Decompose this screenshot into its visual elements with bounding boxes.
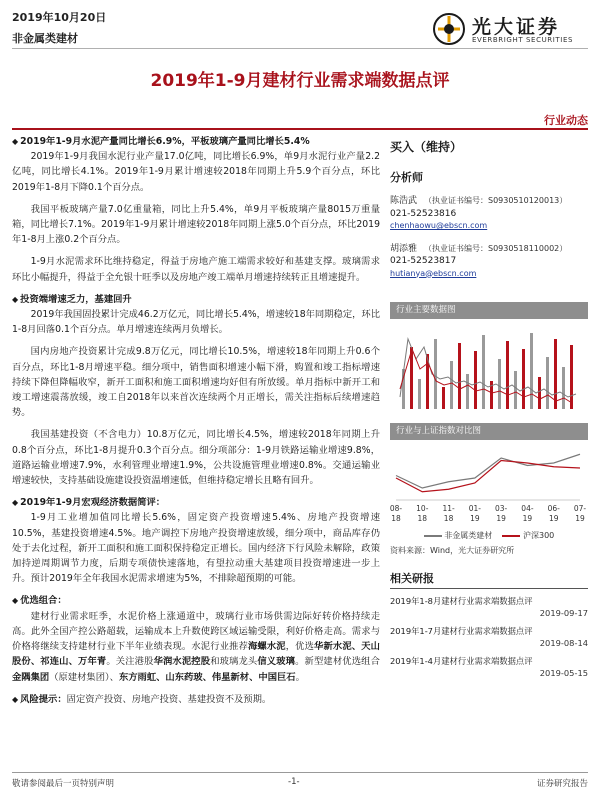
paragraph-cement: 2019年1-9月我国水泥行业产量17.0亿吨，同比增长6.9%，单9月水泥行业产量2.2亿吨，同比增长4.1%。2019年1-9月累计增速较2018年同期上升5.9个百分点，环比2019年1-8月下降0.1个百分点。 — [12, 151, 380, 193]
diamond-bullet-icon: ◆ — [12, 294, 19, 304]
footer-divider — [12, 772, 588, 773]
x-tick-label: 19 — [575, 514, 585, 523]
diamond-bullet-icon: ◆ — [12, 137, 19, 146]
stock-highlight: 华新水泥、天山股份、祁连山、万年青 — [12, 641, 380, 668]
diamond-bullet-icon: ◆ — [12, 694, 19, 704]
page-number: -1- — [288, 777, 300, 787]
industry-bar — [514, 371, 517, 409]
category-divider — [12, 128, 588, 130]
diamond-bullet-icon: ◆ — [12, 498, 19, 508]
x-tick-label: 08- — [390, 504, 403, 513]
industry-data-chart-svg — [390, 319, 588, 415]
stock-highlight: 东方雨虹、山东药玻、伟星新材、中国巨石 — [118, 671, 296, 683]
analyst-name: 胡添雅 — [390, 243, 418, 254]
related-report-item[interactable] — [390, 595, 588, 619]
paragraph-portfolio: 建材行业需求旺季，水泥价格上涨通道中，玻璃行业市场供需边际好转价格持续走高。此外全国产控公路超载，运输成本上升数使跨区域运输受限，利好价格走高。需求与价格将继续支持建材行业下半年业绩表现。水泥行业推荐海螺水泥，优选华新水泥、天山股份、祁连山、万年青。关注港股华润水泥控股和玻璃龙头信义玻璃。新型建材优选组合金隅集团（原建材集团）、东方雨虹、山东药玻、伟星新材、中国巨石。 — [12, 610, 380, 683]
stock-highlight: 海螺水泥 — [247, 641, 286, 653]
investment-rating: 买入（维持） — [390, 140, 463, 154]
industry-bar — [418, 379, 421, 409]
legend-swatch-industry — [424, 535, 442, 537]
analyst-phone: 021-52523816 — [390, 208, 457, 219]
x-tick-label: 18 — [391, 514, 401, 523]
x-tick-label: 01- — [468, 504, 481, 513]
analyst-license: （执业证书编号：S0930518110002） — [424, 243, 568, 253]
footer-disclaimer: 敬请参阅最后一页特别声明 — [12, 779, 115, 789]
analyst-license: （执业证书编号：S0930510120013） — [424, 196, 568, 205]
industry-bar — [530, 333, 533, 409]
x-tick-label: 18 — [443, 514, 454, 523]
chart-legend — [390, 530, 588, 541]
industry-bar — [570, 345, 573, 409]
paragraph-fixed-investment: 2019年我国固投累计完成46.2万亿元，同比增长5.4%，增速较18年同期稳定，环比1-8月回落0.1个百分点。单月增速连续两月负增长。 — [12, 309, 381, 336]
main-content — [12, 134, 380, 707]
index-compare-chart — [390, 440, 588, 528]
industry-data-chart — [390, 319, 588, 415]
industry-bar — [546, 357, 549, 409]
x-tick-label: 07- — [573, 504, 587, 513]
x-tick-label: 19 — [470, 514, 480, 523]
chart-label-industry-data: 行业主要数据图 — [390, 302, 588, 319]
footer-report-type: 证券研究报告 — [536, 779, 588, 789]
stock-highlight: 金隅集团 — [12, 671, 50, 683]
x-tick-label: 06- — [547, 504, 560, 513]
section-heading-portfolio: ◆ 优选组合： — [12, 595, 67, 607]
section-heading-investment: ◆ 投资端增速乏力，基建回升 — [12, 293, 132, 305]
stock-highlight: 华润水泥控股 — [153, 656, 211, 668]
analyst-email-link[interactable]: hutianya@ebscn.com — [390, 268, 477, 278]
analyst-email-link[interactable]: chenhaowu@ebscn.com — [390, 221, 488, 230]
paragraph-glass: 我国平板玻璃产量7.0亿重量箱，同比上升5.4%，单9月平板玻璃产量8015万重量箱，同比增长7.1%。2019年1-9月累计增速较2018年同期上涨5.0个百分点，环比2019年1-8月上涨0.2个百分点。 — [12, 203, 380, 246]
industry-bar — [450, 361, 453, 409]
industry-bar — [466, 374, 469, 409]
legend-label-industry: 非金属类建材 — [444, 531, 493, 540]
related-report-date: 2019-08-14 — [539, 638, 588, 648]
x-tick-label: 19 — [522, 514, 533, 523]
analyst-card — [390, 195, 588, 233]
related-report-title: 2019年1-8月建材行业需求端数据点评 — [390, 596, 533, 606]
related-report-title: 2019年1-4月建材行业需求端数据点评 — [390, 656, 533, 666]
industry-bar — [410, 347, 413, 409]
paragraph-macro: 1-9月工业增加值同比增长5.6%，固定资产投资增速5.4%、房地产投资增速10.5%，基建投资增速4.5%。地产调控下房地产投资增速放缓，细分项中，商品库存仍处于去化过程，新开工面积和施工面积保持稳定正增长。国内经济下行风险未解除，政策加持逆周期调节力度，后期专项债快速落地，有望拉动重大基建项目投资增速进一步上升。预计2019年全年我国水泥需求增速为5%，不排除超预期的可能。 — [12, 512, 380, 585]
industry-bar — [442, 387, 445, 409]
industry-bar — [498, 359, 501, 409]
industry-bar — [562, 367, 565, 409]
analyst-phone: 021-52523817 — [390, 256, 457, 266]
section-heading-production: ◆ 2019年1-9月水泥产量同比增长6.9%，平板玻璃产量同比增长5.4% — [12, 136, 310, 147]
risk-warning: ◆ 风险提示：固定资产投资、房地产投资、基建投资不及预期。 — [12, 693, 272, 705]
industry-bar — [474, 351, 477, 409]
logo-mark-icon — [432, 12, 466, 46]
x-tick-label: 04- — [521, 504, 534, 513]
paragraph-demand: 1-9月水泥需求环比维持稳定，得益于房地产施工端需求较好和基建支撑。玻璃需求环比小幅提升，得益于全允银十旺季以及房地产竣工端单月增速持续转正且增速提升。 — [12, 256, 380, 283]
report-title: 2019年1-9月建材行业需求端数据点评 — [150, 71, 450, 91]
paragraph-real-estate: 国内房地产投资累计完成9.8万亿元，同比增长10.5%，增速较18年同期上升0.6个百分点，环比1-8月增速平稳。细分项中，销售面积增速小幅下滑，购置和竣工指标增速持续下降但降幅收窄，新开工面积和施工面积增速均好但有所放缓。单月指标中新开工和竣工增速震荡放缓，竣工自2018年以来首次连续两个月正增长，需关注指标后续增速趋势。 — [12, 346, 380, 419]
report-date: 2019年10月20日 — [12, 11, 107, 24]
paragraph-infrastructure: 我国基建投资（不含电力）10.8万亿元，同比增长4.5%，增速较2018年同期上升0.8个百分点，环比1-8月提升0.3个百分点。细分项部分：1-9月铁路运输业增速9.8%，道路运输业增速7.9%，水利管理业增速1.9%，公共设施管理业增速0.8%。交通运输业增速较快，支持基础设施建设投资温增速低，但维持稳定增长且略有回升。 — [12, 429, 380, 487]
x-tick-label: 19 — [548, 514, 559, 523]
legend-label-hs300: 沪深300 — [522, 531, 555, 540]
report-category: 行业动态 — [544, 114, 588, 127]
sidebar — [390, 134, 588, 679]
x-tick-label: 10- — [416, 504, 429, 513]
chart-source: 资料来源：Wind，光大证券研究所 — [390, 546, 515, 555]
legend-swatch-hs300 — [502, 535, 520, 537]
index-compare-chart-svg — [390, 440, 588, 528]
industry-bar — [506, 341, 509, 409]
analyst-card — [390, 243, 588, 281]
sector-name: 非金属类建材 — [12, 32, 78, 45]
related-report-title: 2019年1-7月建材行业需求端数据点评 — [390, 626, 533, 636]
industry-bar — [554, 339, 557, 409]
chart-label-index-compare: 行业与上证指数对比图 — [390, 423, 588, 440]
related-report-item[interactable] — [390, 625, 588, 649]
header-divider — [12, 48, 588, 49]
related-report-item[interactable] — [390, 655, 588, 679]
stock-highlight: 信义玻璃 — [257, 656, 296, 668]
x-tick-label: 11- — [442, 504, 455, 513]
related-reports-heading: 相关研报 — [390, 570, 588, 589]
x-tick-label: 18 — [417, 514, 428, 523]
industry-bar — [522, 349, 525, 409]
logo-text-cn: 光大证券 — [472, 16, 561, 38]
x-tick-label: 19 — [496, 514, 506, 523]
related-report-date: 2019-05-15 — [539, 668, 588, 678]
logo-text-en: EVERBRIGHT SECURITIES — [472, 36, 574, 44]
industry-bar — [482, 335, 485, 409]
diamond-bullet-icon: ◆ — [12, 596, 19, 606]
x-tick-label: 03- — [495, 504, 508, 513]
series-line-hs300 — [396, 461, 580, 492]
industry-bar — [434, 339, 437, 409]
industry-bar — [458, 343, 461, 409]
related-report-date: 2019-09-17 — [539, 608, 588, 618]
analyst-name: 陈浩武 — [390, 196, 418, 206]
industry-bar — [538, 377, 541, 409]
company-logo — [432, 12, 590, 46]
analyst-heading: 分析师 — [390, 171, 423, 184]
section-heading-macro: ◆ 2019年1-9月宏观经济数据简评： — [12, 497, 166, 509]
